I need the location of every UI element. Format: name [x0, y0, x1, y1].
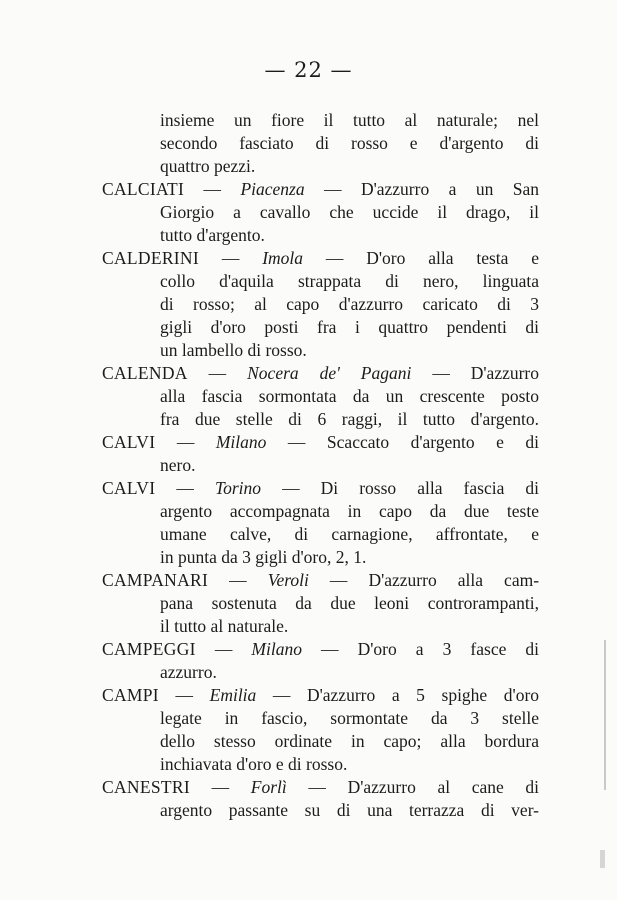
blazon-text: D'oro alla testa e [366, 248, 540, 268]
family-name: CAMPI [102, 685, 159, 705]
separator-dash: — [175, 685, 194, 705]
blazon-text: Di rosso alla fascia di [320, 478, 540, 498]
separator-dash: — [287, 432, 306, 452]
entry-heading [102, 775, 539, 799]
separator-dash: — [208, 363, 227, 383]
text-line: gigli d'oro posti fra i quattro pendenti di [160, 317, 539, 337]
text-line: collo d'aquila strappata di nero, linguata [160, 271, 539, 291]
text-line: azzurro. [160, 662, 217, 682]
place-name: Nocera de' Pagani [247, 363, 412, 383]
text-line: fra due stelle di 6 raggi, il tutto d'argento. [160, 409, 539, 429]
family-name: CANESTRI [102, 777, 190, 797]
blazon-text: D'azzurro [470, 363, 540, 383]
entry-heading [102, 177, 539, 201]
separator-dash: — [214, 639, 233, 659]
separator-dash: — [432, 363, 450, 383]
text-line: quattro pezzi. [160, 156, 256, 176]
text-line: in punta da 3 gigli d'oro, 2, 1. [160, 547, 367, 567]
page-edge-mark [600, 850, 605, 868]
place-name: Milano [251, 639, 302, 659]
place-name: Imola [262, 248, 304, 268]
text-line: alla fascia sormontata da un crescente posto [160, 386, 539, 406]
separator-dash: — [321, 639, 339, 659]
separator-dash: — [229, 570, 247, 590]
entry-heading [102, 637, 539, 661]
place-name: Veroli [267, 570, 309, 590]
text-line: pana sostenuta da due leoni controrampanti, [160, 593, 539, 613]
place-name: Torino [214, 478, 262, 498]
text-line: insieme un fiore il tutto al naturale; nel [160, 110, 539, 130]
text-line: secondo fasciato di rosso e d'argento di [160, 133, 539, 153]
entry-heading [102, 568, 539, 592]
place-name: Milano [215, 432, 267, 452]
text-line: nero. [160, 455, 196, 475]
blazon-text: Scaccato d'argento e di [326, 432, 540, 452]
entry-heading [102, 430, 539, 454]
text-line: un lambello di rosso. [160, 340, 307, 360]
text-line: il tutto al naturale. [160, 616, 289, 636]
blazon-text: D'azzurro a un San [360, 179, 539, 199]
entry-heading [102, 683, 539, 707]
page-edge-shadow [604, 640, 606, 790]
page-number: — 22 — [264, 58, 353, 82]
separator-dash: — [176, 478, 194, 498]
separator-dash: — [221, 248, 240, 268]
family-name: CAMPANARI [102, 570, 209, 590]
text-line: umane calve, di carnagione, affrontate, e [160, 524, 539, 544]
text-line: Giorgio a cavallo che uccide il drago, il [160, 202, 539, 222]
separator-dash: — [272, 685, 291, 705]
text-line: argento passante su di una terrazza di ver- [160, 800, 539, 820]
entry-heading [102, 361, 539, 385]
family-name: CALCIATI [102, 179, 185, 199]
separator-dash: — [329, 570, 348, 590]
separator-dash: — [308, 777, 326, 797]
place-name: Forlì [250, 777, 287, 797]
separator-dash: — [325, 248, 344, 268]
blazon-text: D'azzurro alla cam- [368, 570, 540, 590]
text-line: legate in fascio, sormontate da 3 stelle [160, 708, 539, 728]
family-name: CALVI [102, 432, 156, 452]
family-name: CALVI [102, 478, 156, 498]
separator-dash: — [282, 478, 300, 498]
text-line: tutto d'argento. [160, 225, 265, 245]
text-line: argento accompagnata in capo da due teste [160, 501, 539, 521]
blazon-text: D'oro a 3 fasce di [357, 639, 540, 659]
blazon-text: D'azzurro al cane di [347, 777, 540, 797]
place-name: Emilia [209, 685, 257, 705]
entry-heading [102, 476, 539, 500]
separator-dash: — [211, 777, 230, 797]
separator-dash: — [176, 432, 195, 452]
place-name: Piacenza [240, 179, 305, 199]
separator-dash: — [324, 179, 342, 199]
family-name: CALDERINI [102, 248, 199, 268]
text-line: inchiavata d'oro e di rosso. [160, 754, 348, 774]
family-name: CALENDA [102, 363, 188, 383]
entry-heading [102, 246, 539, 270]
text-line: di rosso; al capo d'azzurro caricato di 3 [160, 294, 539, 314]
separator-dash: — [203, 179, 222, 199]
family-name: CAMPEGGI [102, 639, 196, 659]
blazon-text: D'azzurro a 5 spighe d'oro [306, 685, 540, 705]
text-line: dello stesso ordinate in capo; alla bordura [160, 731, 539, 751]
